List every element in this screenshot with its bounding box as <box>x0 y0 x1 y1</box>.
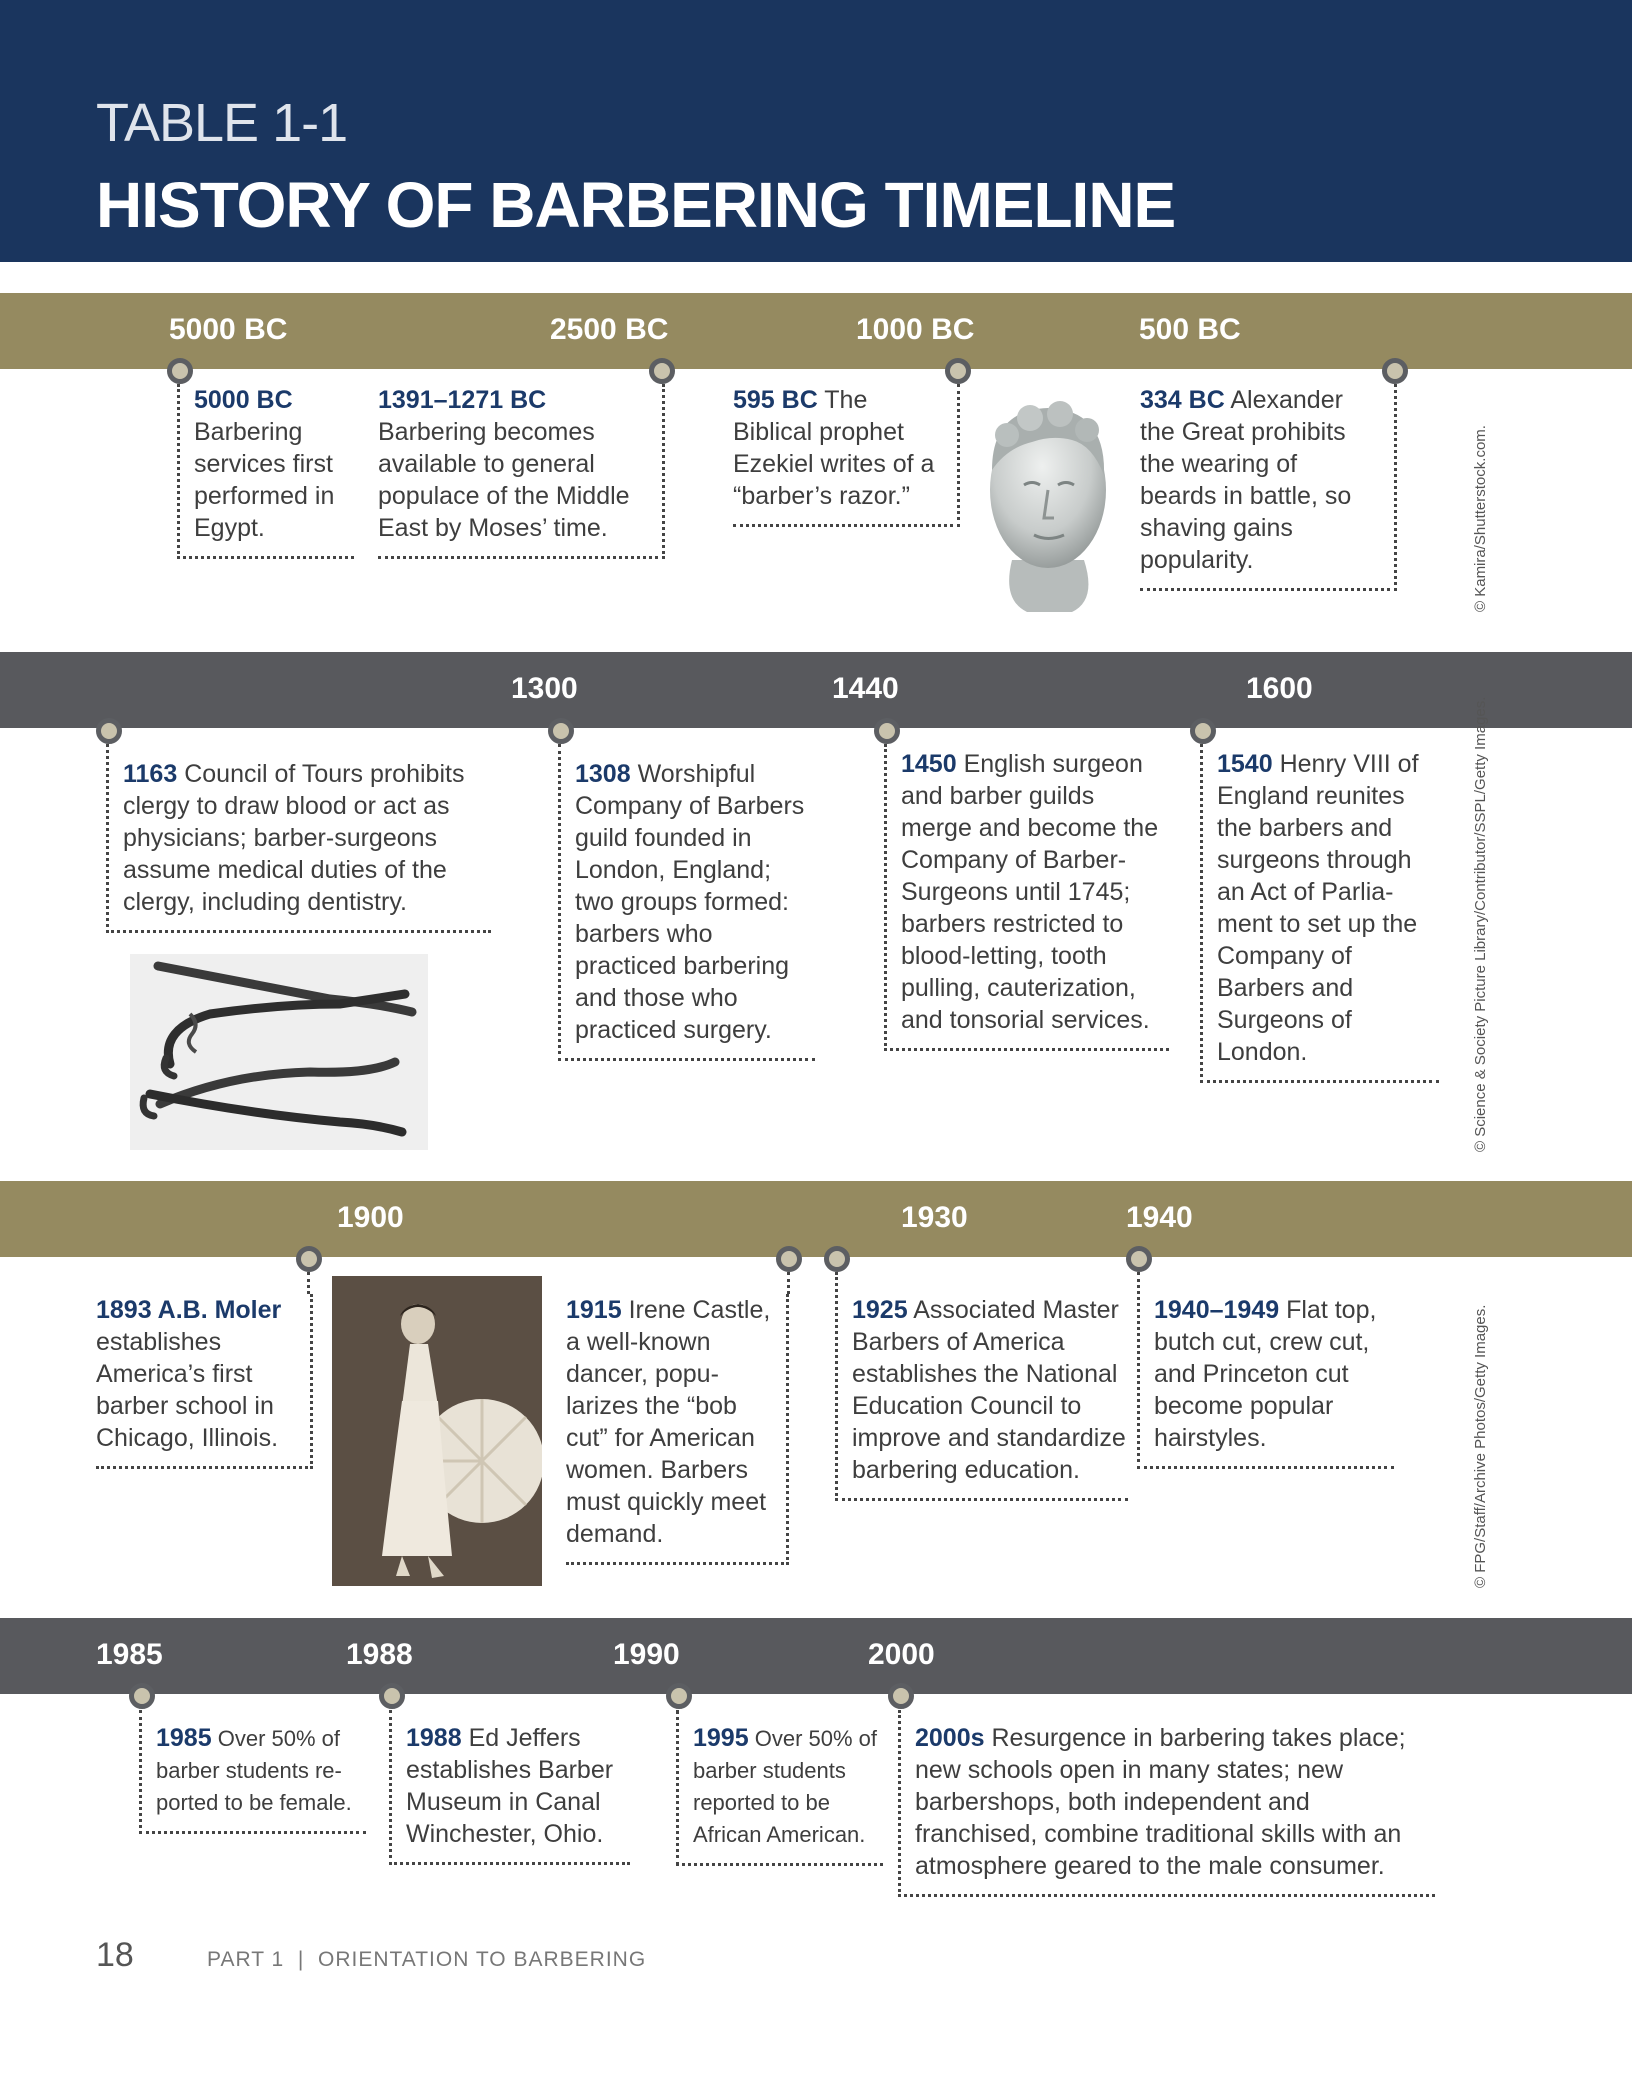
band-label: 5000 BC <box>169 313 288 346</box>
timeline-band-modern <box>0 1618 1632 1694</box>
entry-text: Associated Master Barbers of America establishes the National Education Council to improve and standardize barbering education. <box>852 1296 1126 1484</box>
entry-year: 334 BC <box>1140 386 1225 414</box>
timeline-marker <box>96 718 122 744</box>
timeline-marker <box>1190 718 1216 744</box>
running-head: PART 1 | ORIENTATION TO BARBERING <box>207 1948 647 1971</box>
entry-year: 5000 BC <box>194 386 293 414</box>
entry-year: 1985 <box>156 1724 212 1752</box>
timeline-marker <box>548 718 574 744</box>
timeline-entry <box>558 744 815 1061</box>
alexander-bust-image <box>972 390 1124 615</box>
timeline-marker <box>129 1683 155 1709</box>
band-label: 1985 <box>96 1638 163 1671</box>
entry-year: 595 BC <box>733 386 818 414</box>
header-banner <box>0 0 1632 262</box>
entry-text: Barbering services first performed in Egypt. <box>194 418 335 542</box>
photo-credit: © FPG/Staff/Archive Photos/Getty Images. <box>1472 1304 1489 1588</box>
timeline-entry <box>96 1294 313 1469</box>
timeline-marker <box>296 1246 322 1272</box>
band-label: 1940 <box>1126 1201 1193 1234</box>
band-label: 1900 <box>337 1201 404 1234</box>
entry-year: 1988 <box>406 1724 462 1752</box>
entry-year: 1540 <box>1217 750 1273 778</box>
timeline-entry <box>177 384 354 559</box>
entry-text: Ed Jeffers establishes Barber Museum in Canal Winchester, Ohio. <box>406 1724 614 1848</box>
timeline-entry <box>898 1710 1435 1897</box>
timeline-marker <box>379 1683 405 1709</box>
photo-credit: © Kamira/Shutterstock.com. <box>1472 425 1489 612</box>
dental-forceps-image <box>130 954 428 1150</box>
band-label: 1600 <box>1246 672 1313 705</box>
connector-line <box>307 1272 310 1294</box>
entry-year: 1450 <box>901 750 957 778</box>
band-label: 500 BC <box>1139 313 1241 346</box>
timeline-entry <box>1140 384 1397 591</box>
timeline-marker <box>1382 358 1408 384</box>
page-number: 18 <box>96 1936 134 1974</box>
entry-year: 1893 A.B. Moler <box>96 1296 282 1324</box>
band-label: 2500 BC <box>550 313 669 346</box>
entry-text: Over 50% of barber students re-ported to be female. <box>156 1726 352 1815</box>
band-label: 1000 BC <box>856 313 975 346</box>
entry-year: 1915 <box>566 1296 622 1324</box>
timeline-entry <box>1137 1272 1394 1469</box>
timeline-marker <box>824 1246 850 1272</box>
entry-text: Henry VIII of England reunites the barbers and surgeons through an Act of Parlia-ment to set up the Company of Barbers and Surgeons of London. <box>1217 750 1419 1066</box>
photo-credit: © Science & Society Picture Library/Contributor/SSPL/Getty Images. <box>1472 696 1489 1152</box>
entry-year: 1940–1949 <box>1154 1296 1280 1324</box>
band-label: 2000 <box>868 1638 935 1671</box>
entry-text: English surgeon and barber guilds merge and become the Company of Barber-Surgeons until 1745; barbers restricted to blood-letting, tooth pulling, cauterization, and tonsorial services. <box>901 750 1159 1034</box>
connector-line <box>787 1272 790 1294</box>
timeline-entry <box>1200 744 1439 1083</box>
timeline-entry <box>106 744 491 933</box>
timeline-entry <box>835 1272 1128 1501</box>
timeline-entry <box>676 1710 883 1866</box>
entry-text: Irene Castle, a well-known dancer, popu-larizes the “bob cut” for American women. Barbers must quickly meet demand. <box>566 1296 771 1548</box>
entry-text: The Biblical prophet Ezekiel writes of a “barber’s razor.” <box>733 386 935 510</box>
entry-text: establishes America’s first barber school in Chicago, Illinois. <box>96 1328 279 1452</box>
entry-text: Council of Tours prohibits clergy to draw blood or act as physicians; barber-surgeons assume medical duties of the clergy, including dentistry. <box>123 760 465 916</box>
band-label: 1930 <box>901 1201 968 1234</box>
entry-year: 1995 <box>693 1724 749 1752</box>
timeline-entry <box>566 1294 789 1565</box>
timeline-marker <box>666 1683 692 1709</box>
timeline-marker <box>167 358 193 384</box>
entry-text: Flat top, butch cut, crew cut, and Princeton cut become popular hairstyles. <box>1154 1296 1377 1452</box>
timeline-entry <box>884 744 1169 1051</box>
timeline-entry <box>139 1710 366 1834</box>
timeline-marker <box>888 1683 914 1709</box>
timeline-marker <box>649 358 675 384</box>
entry-year: 1925 <box>852 1296 908 1324</box>
timeline-entry <box>733 384 960 527</box>
timeline-band-20th-century <box>0 1181 1632 1257</box>
band-label: 1990 <box>613 1638 680 1671</box>
entry-year: 1308 <box>575 760 631 788</box>
timeline-marker <box>1126 1246 1152 1272</box>
entry-year: 2000s <box>915 1724 985 1752</box>
entry-year: 1391–1271 BC <box>378 386 547 414</box>
band-label: 1440 <box>832 672 899 705</box>
timeline-band-medieval <box>0 652 1632 728</box>
timeline-marker <box>776 1246 802 1272</box>
entry-text: Barbering becomes available to general populace of the Middle East by Moses’ time. <box>378 418 630 542</box>
timeline-entry <box>389 1710 630 1865</box>
timeline-entry <box>378 384 665 559</box>
page-title: HISTORY OF BARBERING TIMELINE <box>96 169 1176 241</box>
timeline-band-ancient <box>0 293 1632 369</box>
entry-text: Worshipful Company of Barbers guild founded in London, England; two groups formed: barbers who practiced barbering and those who practiced surgery. <box>575 760 805 1044</box>
band-label: 1988 <box>346 1638 413 1671</box>
entry-text: Over 50% of barber students reported to be African American. <box>693 1726 878 1847</box>
table-number: TABLE 1-1 <box>96 93 348 153</box>
entry-text: Resurgence in barbering takes place; new schools open in many states; new barbershops, both independent and franchised, combine traditional skills with an atmosphere geared to the male consumer. <box>915 1724 1406 1880</box>
timeline-marker <box>874 718 900 744</box>
band-label: 1300 <box>511 672 578 705</box>
irene-castle-photo <box>332 1276 542 1586</box>
entry-year: 1163 <box>123 760 178 788</box>
timeline-marker <box>945 358 971 384</box>
entry-text: Alexander the Great prohibits the wearing of beards in battle, so shaving gains popularity. <box>1140 386 1352 574</box>
